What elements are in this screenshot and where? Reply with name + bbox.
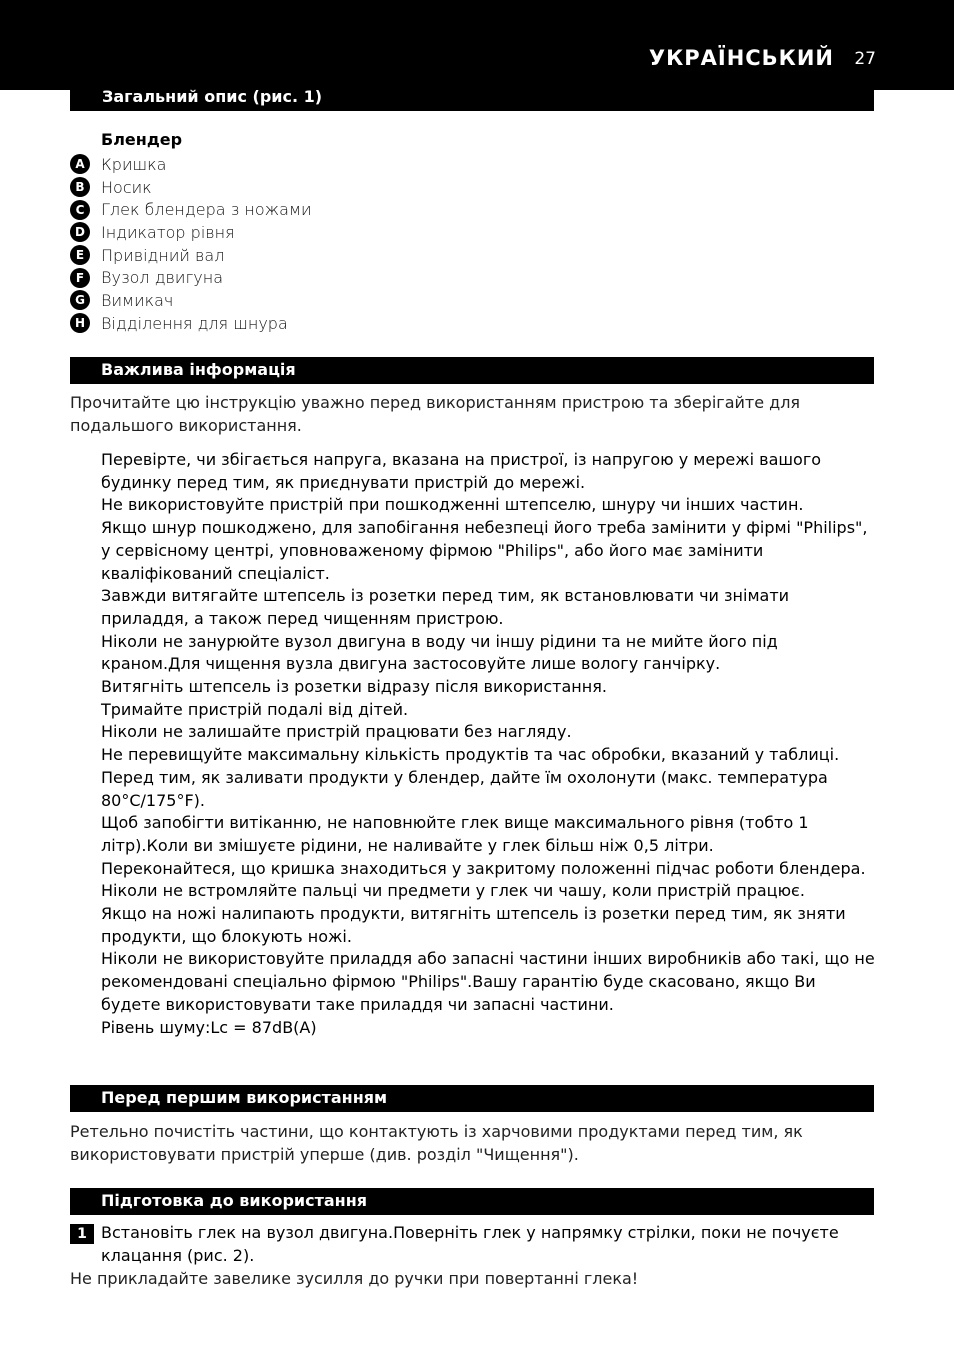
letter-badge: E — [70, 245, 90, 265]
letter-badge: B — [70, 177, 90, 197]
header-bar — [0, 0, 954, 90]
list-item: D Індикатор рівня — [70, 221, 312, 244]
list-item: Перед тим, як заливати продукти у блендер, дайте їм охолонути (макс. температура 80°C/175°F). — [101, 767, 828, 810]
list-item: E Привідний вал — [70, 244, 312, 267]
list-item: H Відділення для шнура — [70, 312, 312, 335]
list-item: Витягніть штепсель із розетки відразу після використання. — [101, 677, 607, 697]
list-item: Ніколи не занурюйте вузол двигуна в воду чи іншу рідини та не мийте його під краном.Для чищення вузла двигуна застосовуйте лише вологу ганчірку. — [101, 631, 778, 674]
section-heading-before-first-use: Перед першим використанням — [70, 1085, 874, 1112]
parts-list — [70, 153, 312, 335]
list-item: G Вимикач — [70, 289, 312, 312]
section-heading-general: Загальний опис (рис. 1) — [70, 84, 874, 111]
letter-badge: G — [70, 290, 90, 310]
list-item: Щоб запобігти витіканню, не наповнюйте глек вище максимального рівня (тобто 1 літр).Коли ви змішуєте рідини, не наливайте у глек більш ніж 0,5 літри. — [101, 813, 809, 855]
step-number-badge: 1 — [70, 1224, 94, 1244]
list-item: Ніколи не встромляйте пальці чи предмети у глек чи чашу, коли пристрій працює. — [101, 881, 805, 901]
preparing-note: Не прикладайте завелике зусилля до ручки при повертанні глека! — [70, 1269, 639, 1288]
list-item: Не перевищуйте максимальну кількість продуктів та час обробки, вказаний у таблиці. — [101, 745, 840, 765]
safety-list — [101, 449, 876, 1039]
step-text: Встановіть глек на вузол двигуна.Поверніть глек у напрямку стрілки, поки не почуєте клацання (рис. 2). — [101, 1223, 839, 1265]
section-heading-preparing: Підготовка до використання — [70, 1188, 874, 1215]
language-title: УКРАЇНСЬКИЙ — [648, 46, 834, 70]
section-heading-important: Важлива інформація — [70, 357, 874, 384]
letter-badge: D — [70, 222, 90, 242]
list-item: Перевірте, чи збігається напруга, вказана на пристрої, із напругою у мережі вашого будинку перед тим, як приєднувати пристрій до мережі. — [101, 450, 822, 492]
letter-badge: C — [70, 200, 90, 220]
page-number: 27 — [854, 49, 876, 69]
list-item: Переконайтеся, що кришка знаходиться у закритому положенні підчас роботи блендера. — [101, 858, 866, 878]
list-item: A Кришка — [70, 153, 312, 176]
letter-badge: A — [70, 154, 90, 174]
list-item: Тримайте пристрій подалі від дітей. — [101, 699, 409, 719]
letter-badge: F — [70, 268, 90, 288]
list-item: Не використовуйте пристрій при пошкодженні штепселю, шнуру чи інших частин. — [101, 495, 804, 515]
list-item: Якщо на ножі налипають продукти, витягніть штепсель із розетки перед тим, як зняти продукти, що блокують ножі. — [101, 904, 846, 946]
list-item: Ніколи не використовуйте приладдя або запасні частини інших виробників або такі, що не рекомендовані спеціально фірмою "Philips".Вашу гарантію буде скасовано, якщо Ви будете використовувати таке приладдя чи запасні частини. — [101, 949, 875, 1014]
list-item: Завжди витягайте штепсель із розетки перед тим, як встановлювати чи знімати приладдя, а також перед чищенням пристрою. — [101, 586, 790, 628]
blender-title: Блендер — [101, 130, 183, 149]
important-intro: Прочитайте цю інструкцію уважно перед використанням пристрою та зберігайте для подальшого використання. — [70, 393, 801, 435]
before-first-use-text: Ретельно почистіть частини, що контактують із харчовими продуктами перед тим, як використовувати пристрій уперше (див. розділ "Чищення"). — [70, 1122, 803, 1164]
list-item: B Носик — [70, 176, 312, 199]
list-item: C Глек блендера з ножами — [70, 198, 312, 221]
list-item: Рівень шуму:Lc = 87dB(A) — [101, 1017, 317, 1037]
list-item: F Вузол двигуна — [70, 266, 312, 289]
list-item: Ніколи не залишайте пристрій працювати без нагляду. — [101, 722, 572, 742]
list-item: Якщо шнур пошкоджено, для запобігання небезпеці його треба замінити у фірмі "Philips", у сервісному центрі, уповноваженому фірмою "Philips", або його має замінити кваліфікований спеціаліст. — [101, 518, 868, 583]
letter-badge: H — [70, 313, 90, 333]
